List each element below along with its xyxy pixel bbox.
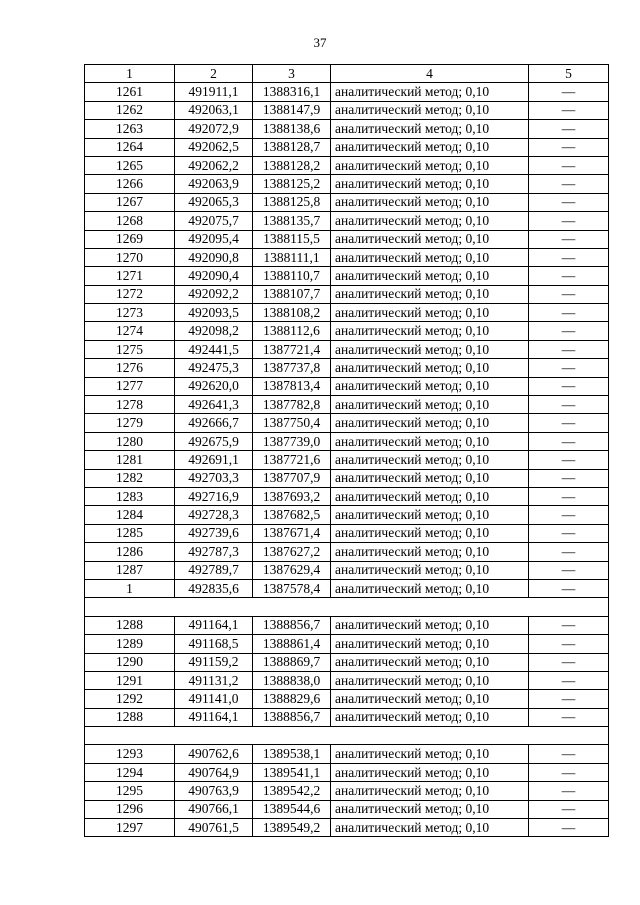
note-cell: — [529,690,609,708]
point-number-cell: 1265 [85,156,175,174]
table-row [85,267,609,285]
y-coordinate-cell: 1387578,4 [253,579,331,597]
table-row [85,138,609,156]
separator-cell [85,598,609,616]
method-cell: аналитический метод; 0,10 [331,414,529,432]
separator-row [85,727,609,745]
x-coordinate-cell: 491131,2 [175,671,253,689]
point-number-cell: 1280 [85,432,175,450]
y-coordinate-cell: 1388108,2 [253,304,331,322]
method-cell: аналитический метод; 0,10 [331,579,529,597]
page-number: 37 [313,35,327,50]
x-coordinate-cell: 492739,6 [175,524,253,542]
table-row [85,156,609,174]
note-cell: — [529,432,609,450]
x-coordinate-cell: 492090,4 [175,267,253,285]
table-row [85,487,609,505]
x-coordinate-cell: 492666,7 [175,414,253,432]
method-cell: аналитический метод; 0,10 [331,524,529,542]
point-number-cell: 1296 [85,800,175,818]
y-coordinate-cell: 1387629,4 [253,561,331,579]
y-coordinate-cell: 1387721,4 [253,340,331,358]
header-col-1: 1 [85,65,175,83]
method-cell: аналитический метод; 0,10 [331,83,529,101]
note-cell: — [529,212,609,230]
header-col-2: 2 [175,65,253,83]
x-coordinate-cell: 492063,9 [175,175,253,193]
table-row [85,653,609,671]
x-coordinate-cell: 492641,3 [175,396,253,414]
point-number-cell: 1276 [85,359,175,377]
note-cell: — [529,377,609,395]
method-cell: аналитический метод; 0,10 [331,340,529,358]
x-coordinate-cell: 492062,2 [175,156,253,174]
method-cell: аналитический метод; 0,10 [331,304,529,322]
method-cell: аналитический метод; 0,10 [331,267,529,285]
table-row [85,83,609,101]
y-coordinate-cell: 1389549,2 [253,819,331,837]
table-row [85,396,609,414]
table-row [85,469,609,487]
table-row [85,708,609,726]
y-coordinate-cell: 1388112,6 [253,322,331,340]
point-number-cell: 1272 [85,285,175,303]
table-row [85,763,609,781]
method-cell: аналитический метод; 0,10 [331,506,529,524]
table-row [85,506,609,524]
method-cell: аналитический метод; 0,10 [331,561,529,579]
point-number-cell: 1286 [85,543,175,561]
table-row [85,782,609,800]
point-number-cell: 1294 [85,763,175,781]
table-row [85,230,609,248]
x-coordinate-cell: 492098,2 [175,322,253,340]
table-row [85,543,609,561]
point-number-cell: 1287 [85,561,175,579]
method-cell: аналитический метод; 0,10 [331,763,529,781]
x-coordinate-cell: 492789,7 [175,561,253,579]
y-coordinate-cell: 1389544,6 [253,800,331,818]
note-cell: — [529,524,609,542]
table-row [85,414,609,432]
point-number-cell: 1278 [85,396,175,414]
method-cell: аналитический метод; 0,10 [331,359,529,377]
note-cell: — [529,230,609,248]
note-cell: — [529,101,609,119]
table-row [85,212,609,230]
x-coordinate-cell: 492065,3 [175,193,253,211]
note-cell: — [529,819,609,837]
point-number-cell: 1269 [85,230,175,248]
y-coordinate-cell: 1388110,7 [253,267,331,285]
method-cell: аналитический метод; 0,10 [331,543,529,561]
method-cell: аналитический метод; 0,10 [331,138,529,156]
method-cell: аналитический метод; 0,10 [331,708,529,726]
method-cell: аналитический метод; 0,10 [331,212,529,230]
point-number-cell: 1261 [85,83,175,101]
table-row [85,285,609,303]
y-coordinate-cell: 1387721,6 [253,451,331,469]
note-cell: — [529,763,609,781]
y-coordinate-cell: 1388838,0 [253,671,331,689]
point-number-cell: 1284 [85,506,175,524]
table-row [85,616,609,634]
note-cell: — [529,745,609,763]
point-number-cell: 1288 [85,708,175,726]
x-coordinate-cell: 492691,1 [175,451,253,469]
table-row [85,800,609,818]
x-coordinate-cell: 490761,5 [175,819,253,837]
note-cell: — [529,120,609,138]
y-coordinate-cell: 1388115,5 [253,230,331,248]
method-cell: аналитический метод; 0,10 [331,487,529,505]
table-row [85,359,609,377]
note-cell: — [529,304,609,322]
point-number-cell: 1267 [85,193,175,211]
y-coordinate-cell: 1388316,1 [253,83,331,101]
method-cell: аналитический метод; 0,10 [331,120,529,138]
y-coordinate-cell: 1387682,5 [253,506,331,524]
table-row [85,175,609,193]
point-number-cell: 1273 [85,304,175,322]
table-body [85,83,609,837]
y-coordinate-cell: 1387750,4 [253,414,331,432]
note-cell: — [529,322,609,340]
point-number-cell: 1282 [85,469,175,487]
table-row [85,819,609,837]
point-number-cell: 1288 [85,616,175,634]
table-row [85,432,609,450]
point-number-cell: 1274 [85,322,175,340]
method-cell: аналитический метод; 0,10 [331,156,529,174]
point-number-cell: 1290 [85,653,175,671]
x-coordinate-cell: 490764,9 [175,763,253,781]
y-coordinate-cell: 1387737,8 [253,359,331,377]
table-row [85,304,609,322]
point-number-cell: 1289 [85,635,175,653]
method-cell: аналитический метод; 0,10 [331,819,529,837]
note-cell: — [529,487,609,505]
method-cell: аналитический метод; 0,10 [331,782,529,800]
y-coordinate-cell: 1389541,1 [253,763,331,781]
y-coordinate-cell: 1388829,6 [253,690,331,708]
note-cell: — [529,469,609,487]
point-number-cell: 1263 [85,120,175,138]
note-cell: — [529,340,609,358]
table-header [85,65,609,83]
x-coordinate-cell: 491164,1 [175,616,253,634]
x-coordinate-cell: 492835,6 [175,579,253,597]
table-row [85,451,609,469]
point-number-cell: 1292 [85,690,175,708]
x-coordinate-cell: 492475,3 [175,359,253,377]
note-cell: — [529,193,609,211]
y-coordinate-cell: 1388125,2 [253,175,331,193]
method-cell: аналитический метод; 0,10 [331,175,529,193]
x-coordinate-cell: 492675,9 [175,432,253,450]
y-coordinate-cell: 1389542,2 [253,782,331,800]
x-coordinate-cell: 492703,3 [175,469,253,487]
y-coordinate-cell: 1388856,7 [253,708,331,726]
note-cell: — [529,616,609,634]
y-coordinate-cell: 1388856,7 [253,616,331,634]
note-cell: — [529,635,609,653]
table-row [85,635,609,653]
x-coordinate-cell: 492090,8 [175,248,253,266]
x-coordinate-cell: 492062,5 [175,138,253,156]
x-coordinate-cell: 491168,5 [175,635,253,653]
x-coordinate-cell: 492072,9 [175,120,253,138]
note-cell: — [529,359,609,377]
note-cell: — [529,653,609,671]
y-coordinate-cell: 1389538,1 [253,745,331,763]
point-number-cell: 1281 [85,451,175,469]
x-coordinate-cell: 490763,9 [175,782,253,800]
table-row [85,101,609,119]
note-cell: — [529,396,609,414]
y-coordinate-cell: 1388111,1 [253,248,331,266]
note-cell: — [529,671,609,689]
y-coordinate-cell: 1387813,4 [253,377,331,395]
x-coordinate-cell: 492092,2 [175,285,253,303]
y-coordinate-cell: 1387739,0 [253,432,331,450]
y-coordinate-cell: 1388869,7 [253,653,331,671]
table-row [85,561,609,579]
method-cell: аналитический метод; 0,10 [331,616,529,634]
point-number-cell: 1266 [85,175,175,193]
note-cell: — [529,138,609,156]
y-coordinate-cell: 1388128,7 [253,138,331,156]
table-row [85,340,609,358]
note-cell: — [529,800,609,818]
point-number-cell: 1297 [85,819,175,837]
x-coordinate-cell: 492095,4 [175,230,253,248]
x-coordinate-cell: 492716,9 [175,487,253,505]
point-number-cell: 1268 [85,212,175,230]
x-coordinate-cell: 491164,1 [175,708,253,726]
x-coordinate-cell: 491141,0 [175,690,253,708]
method-cell: аналитический метод; 0,10 [331,432,529,450]
table-row [85,671,609,689]
note-cell: — [529,414,609,432]
header-col-3: 3 [253,65,331,83]
point-number-cell: 1293 [85,745,175,763]
table-row [85,322,609,340]
note-cell: — [529,83,609,101]
y-coordinate-cell: 1388128,2 [253,156,331,174]
point-number-cell: 1270 [85,248,175,266]
method-cell: аналитический метод; 0,10 [331,635,529,653]
method-cell: аналитический метод; 0,10 [331,800,529,818]
note-cell: — [529,175,609,193]
table-row [85,193,609,211]
y-coordinate-cell: 1388138,6 [253,120,331,138]
note-cell: — [529,156,609,174]
point-number-cell: 1264 [85,138,175,156]
method-cell: аналитический метод; 0,10 [331,396,529,414]
y-coordinate-cell: 1387671,4 [253,524,331,542]
note-cell: — [529,708,609,726]
header-col-5: 5 [529,65,609,83]
x-coordinate-cell: 490766,1 [175,800,253,818]
note-cell: — [529,248,609,266]
x-coordinate-cell: 491911,1 [175,83,253,101]
y-coordinate-cell: 1388861,4 [253,635,331,653]
note-cell: — [529,561,609,579]
x-coordinate-cell: 492441,5 [175,340,253,358]
note-cell: — [529,782,609,800]
method-cell: аналитический метод; 0,10 [331,248,529,266]
separator-cell [85,727,609,745]
point-number-cell: 1283 [85,487,175,505]
method-cell: аналитический метод; 0,10 [331,193,529,211]
method-cell: аналитический метод; 0,10 [331,451,529,469]
method-cell: аналитический метод; 0,10 [331,671,529,689]
note-cell: — [529,543,609,561]
separator-row [85,598,609,616]
method-cell: аналитический метод; 0,10 [331,469,529,487]
note-cell: — [529,451,609,469]
table-row [85,377,609,395]
x-coordinate-cell: 492093,5 [175,304,253,322]
point-number-cell: 1295 [85,782,175,800]
x-coordinate-cell: 490762,6 [175,745,253,763]
y-coordinate-cell: 1388125,8 [253,193,331,211]
point-number-cell: 1275 [85,340,175,358]
table-row [85,120,609,138]
table-row [85,524,609,542]
point-number-cell: 1 [85,579,175,597]
x-coordinate-cell: 492620,0 [175,377,253,395]
table-row [85,248,609,266]
x-coordinate-cell: 491159,2 [175,653,253,671]
point-number-cell: 1271 [85,267,175,285]
method-cell: аналитический метод; 0,10 [331,653,529,671]
note-cell: — [529,267,609,285]
method-cell: аналитический метод; 0,10 [331,285,529,303]
y-coordinate-cell: 1387707,9 [253,469,331,487]
x-coordinate-cell: 492063,1 [175,101,253,119]
table-row [85,690,609,708]
point-number-cell: 1277 [85,377,175,395]
x-coordinate-cell: 492075,7 [175,212,253,230]
coordinates-table [84,64,609,837]
x-coordinate-cell: 492728,3 [175,506,253,524]
point-number-cell: 1285 [85,524,175,542]
point-number-cell: 1279 [85,414,175,432]
y-coordinate-cell: 1387782,8 [253,396,331,414]
table-row [85,745,609,763]
note-cell: — [529,506,609,524]
method-cell: аналитический метод; 0,10 [331,377,529,395]
point-number-cell: 1262 [85,101,175,119]
method-cell: аналитический метод; 0,10 [331,101,529,119]
method-cell: аналитический метод; 0,10 [331,690,529,708]
method-cell: аналитический метод; 0,10 [331,322,529,340]
y-coordinate-cell: 1387693,2 [253,487,331,505]
method-cell: аналитический метод; 0,10 [331,745,529,763]
y-coordinate-cell: 1387627,2 [253,543,331,561]
x-coordinate-cell: 492787,3 [175,543,253,561]
note-cell: — [529,285,609,303]
y-coordinate-cell: 1388147,9 [253,101,331,119]
point-number-cell: 1291 [85,671,175,689]
header-col-4: 4 [331,65,529,83]
y-coordinate-cell: 1388107,7 [253,285,331,303]
method-cell: аналитический метод; 0,10 [331,230,529,248]
header-row [85,65,609,83]
y-coordinate-cell: 1388135,7 [253,212,331,230]
table-row [85,579,609,597]
note-cell: — [529,579,609,597]
